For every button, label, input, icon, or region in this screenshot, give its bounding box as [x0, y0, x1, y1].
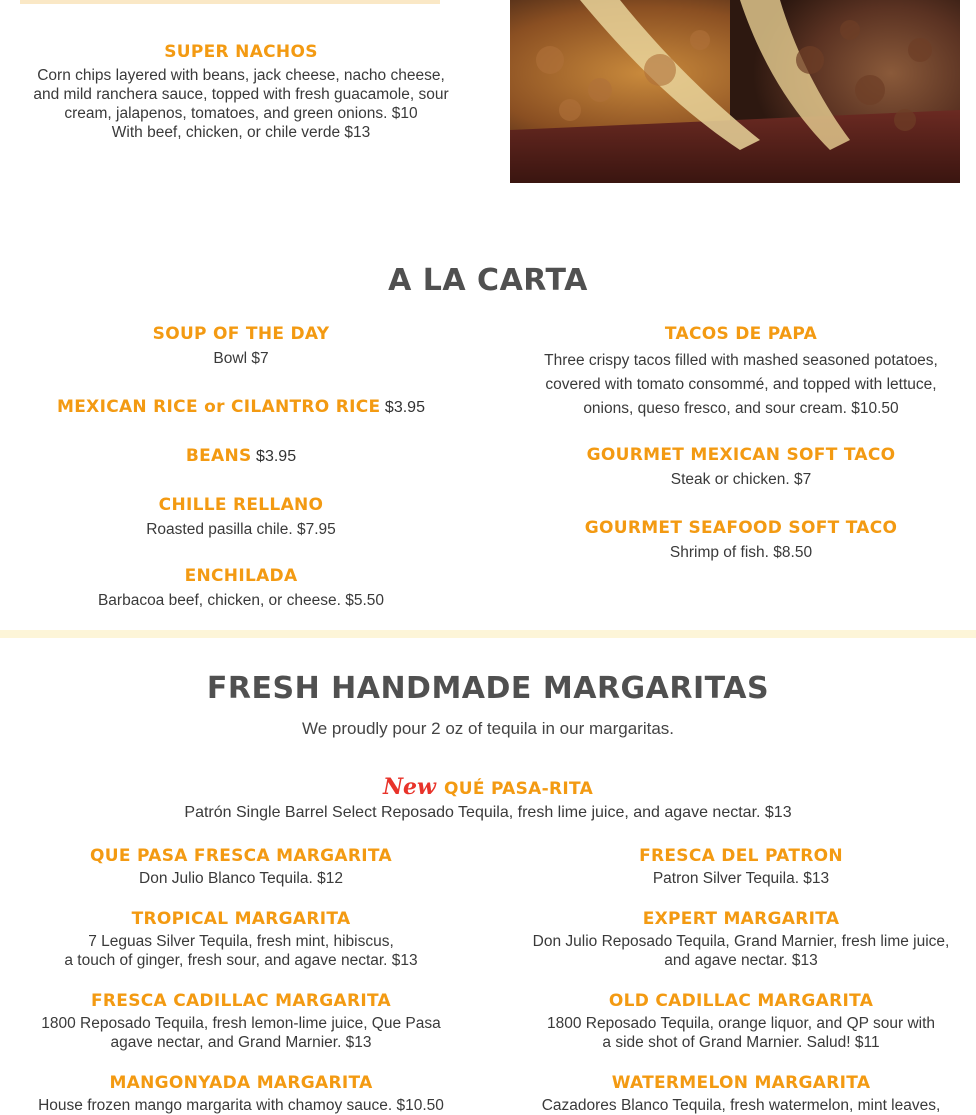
- margarita-left-2: [0, 991, 482, 1052]
- margarita-left-0: [0, 846, 482, 888]
- menu-item-seafood-soft-taco: [500, 518, 976, 562]
- desc-line: Three crispy tacos filled with mashed seasoned potatoes,: [544, 352, 938, 369]
- desc-line: Corn chips layered with beans, jack cheese, nacho cheese,: [37, 67, 445, 84]
- item-title: QUE PASA FRESCA MARGARITA: [90, 846, 392, 866]
- margarita-right-3: [500, 1073, 976, 1115]
- item-title: GOURMET MEXICAN SOFT TACO: [586, 445, 896, 465]
- desc-line: and agave nectar. $13: [664, 952, 818, 969]
- menu-item-beans: [0, 446, 482, 466]
- desc-line: Don Julio Blanco Tequila. $12: [139, 870, 343, 887]
- item-title: GOURMET SEAFOOD SOFT TACO: [584, 518, 898, 538]
- desc-line: covered with tomato consommé, and topped with lettuce,: [545, 376, 937, 393]
- menu-item-mexican-soft-taco: [500, 445, 976, 489]
- item-title: FRESCA CADILLAC MARGARITA: [90, 991, 392, 1011]
- item-title: OLD CADILLAC MARGARITA: [608, 991, 874, 1011]
- menu-item-soup: [0, 324, 482, 368]
- desc-line: 7 Leguas Silver Tequila, fresh mint, hibiscus,: [88, 933, 394, 950]
- item-desc: Bowl $7: [213, 350, 269, 367]
- menu-item-rice: [0, 397, 482, 417]
- top-partial-rule: [20, 0, 440, 4]
- margarita-right-0: [500, 846, 976, 888]
- margarita-left-1: [0, 909, 482, 970]
- item-title: EXPERT MARGARITA: [642, 909, 840, 929]
- featured-margarita: [0, 774, 976, 822]
- margarita-left-3: [0, 1073, 482, 1115]
- item-title: WATERMELON MARGARITA: [611, 1073, 871, 1093]
- item-desc: Steak or chicken. $7: [670, 471, 812, 488]
- desc-line: 1800 Reposado Tequila, fresh lemon-lime juice, Que Pasa: [41, 1015, 441, 1032]
- margarita-right-2: [500, 991, 976, 1052]
- desc-line: House frozen mango margarita with chamoy sauce. $10.50: [38, 1097, 444, 1114]
- desc-line: Patron Silver Tequila. $13: [652, 870, 830, 887]
- desc-line: Cazadores Blanco Tequila, fresh watermelon, mint leaves,: [541, 1097, 941, 1114]
- new-badge: New: [382, 774, 436, 800]
- item-desc: Patrón Single Barrel Select Reposado Tequila, fresh lime juice, and agave nectar. $13: [184, 804, 792, 821]
- tacos-photo: [510, 0, 960, 183]
- section-heading-a-la-carta: A LA CARTA: [388, 263, 588, 298]
- desc-line: and mild ranchera sauce, topped with fresh guacamole, sour: [33, 86, 449, 103]
- margarita-right-1: [500, 909, 976, 970]
- section-heading-margaritas: FRESH HANDMADE MARGARITAS: [206, 671, 770, 706]
- desc-line: agave nectar, and Grand Marnier. $13: [110, 1034, 372, 1051]
- menu-item-enchilada: [0, 566, 482, 610]
- desc-line: Don Julio Reposado Tequila, Grand Marnier, fresh lime juice,: [532, 933, 950, 950]
- item-title: SUPER NACHOS: [164, 42, 318, 62]
- item-title: QUÉ PASA-RITA: [443, 779, 594, 799]
- section-subheading: We proudly pour 2 oz of tequila in our margaritas.: [302, 719, 674, 738]
- item-title: FRESCA DEL PATRON: [639, 846, 843, 866]
- item-title: MEXICAN RICE or CILANTRO RICE: [57, 397, 381, 417]
- desc-line: 1800 Reposado Tequila, orange liquor, and QP sour with: [546, 1015, 936, 1032]
- item-title: CHILLE RELLANO: [158, 495, 324, 515]
- desc-line: a touch of ginger, fresh sour, and agave nectar. $13: [64, 952, 418, 969]
- tacos-photo-illustration: [510, 0, 960, 183]
- item-desc: [500, 349, 976, 421]
- item-price: $3.95: [384, 399, 425, 416]
- super-nachos-item: [0, 42, 482, 142]
- item-title: ENCHILADA: [184, 566, 298, 586]
- menu-item-tacos-de-papa: [500, 324, 976, 421]
- item-price: $3.95: [256, 448, 297, 465]
- item-title: TROPICAL MARGARITA: [131, 909, 351, 929]
- item-title: TACOS DE PAPA: [664, 324, 818, 344]
- desc-line: a side shot of Grand Marnier. Salud! $11: [602, 1034, 880, 1051]
- desc-line: onions, queso fresco, and sour cream. $10.50: [583, 400, 899, 417]
- item-title: BEANS: [185, 446, 252, 466]
- desc-line: With beef, chicken, or chile verde $13: [111, 124, 371, 141]
- item-desc: Barbacoa beef, chicken, or cheese. $5.50: [97, 592, 385, 609]
- featured-title-row: [0, 774, 976, 800]
- desc-line: cream, jalapenos, tomatoes, and green onions. $10: [64, 105, 418, 122]
- item-desc: Shrimp of fish. $8.50: [669, 544, 813, 561]
- item-title: SOUP OF THE DAY: [152, 324, 330, 344]
- menu-item-chille-rellano: [0, 495, 482, 539]
- section-divider: [0, 630, 976, 638]
- item-desc: [0, 66, 482, 142]
- item-desc: Roasted pasilla chile. $7.95: [146, 521, 336, 538]
- item-title: MANGONYADA MARGARITA: [109, 1073, 373, 1093]
